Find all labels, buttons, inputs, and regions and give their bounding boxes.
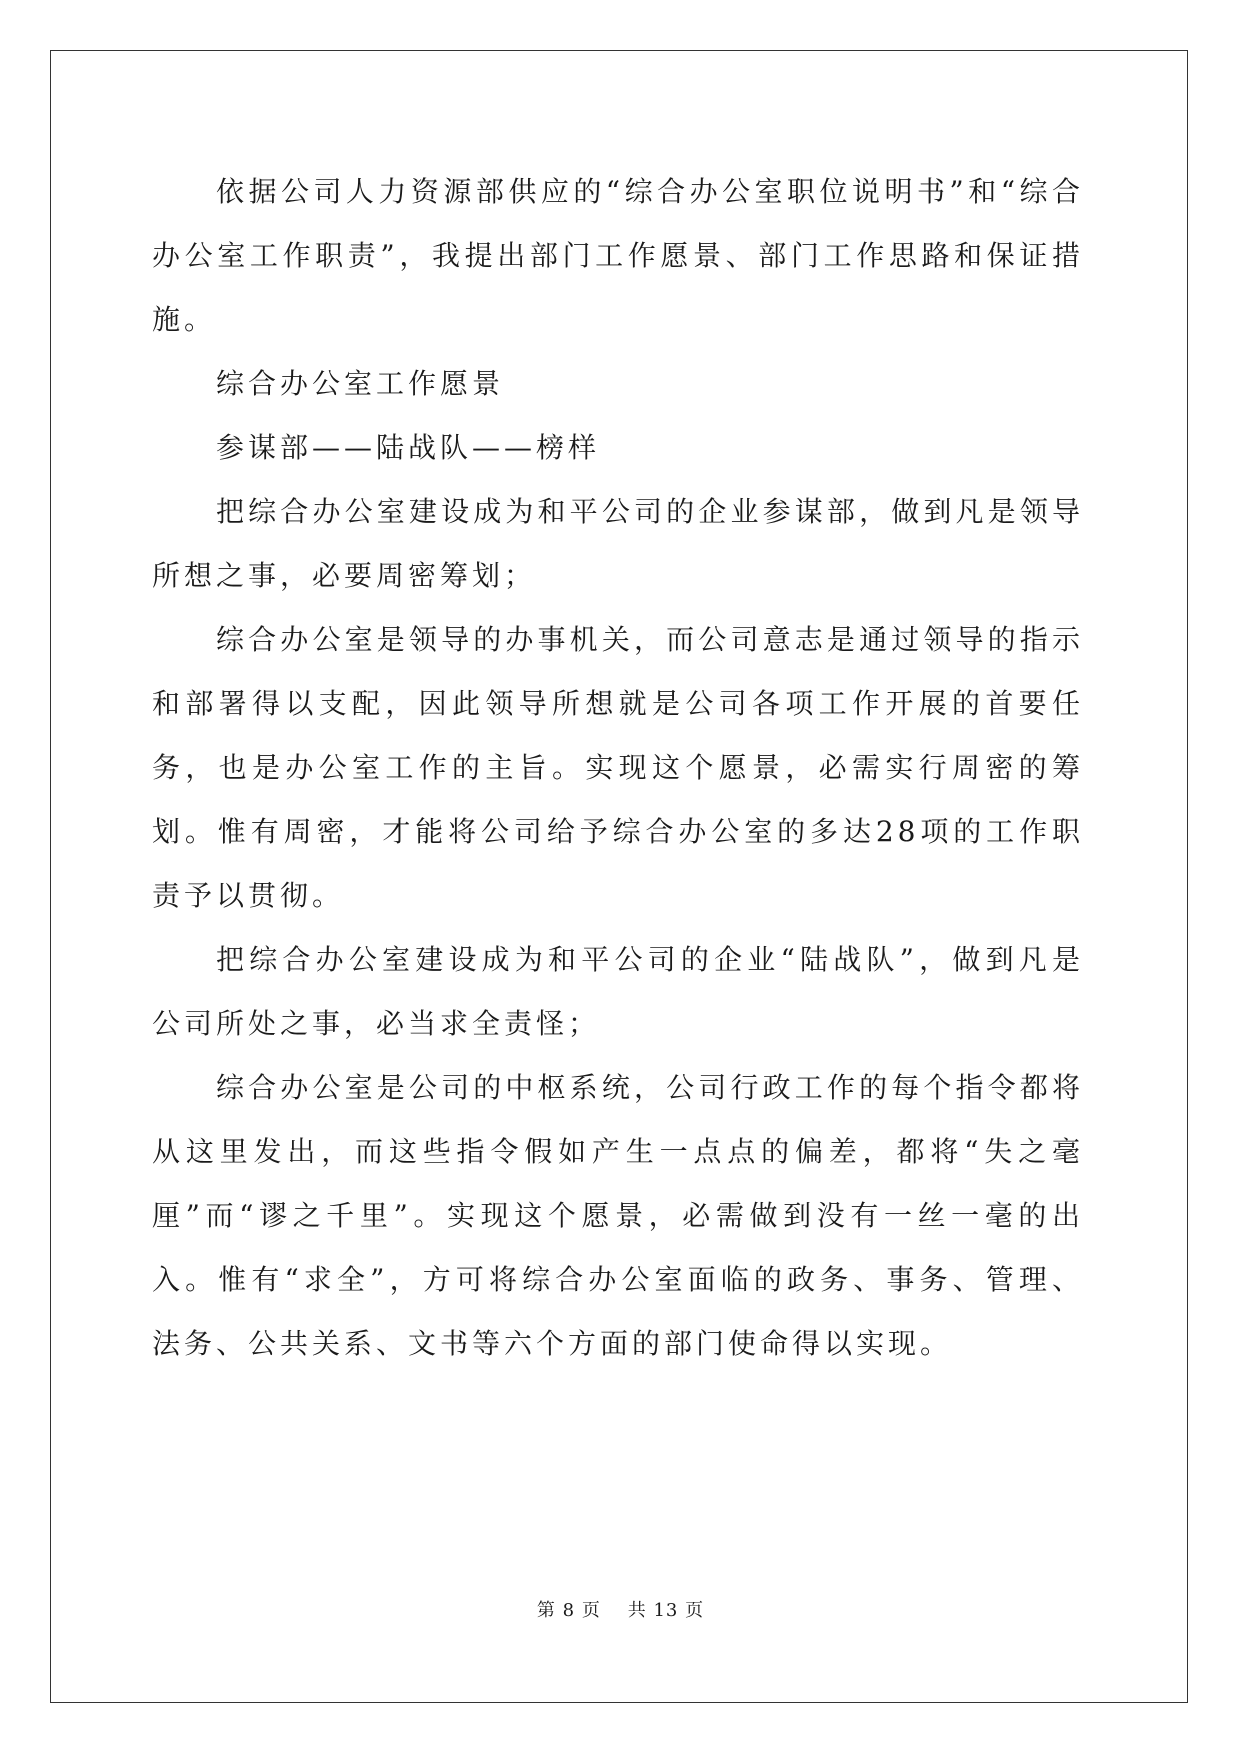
paragraph: 依据公司人力资源部供应的“综合办公室职位说明书”和“综合办公室工作职责”，我提出部门工作愿景、部门工作思路和保证措施。 [152, 175, 1084, 336]
paragraph: 综合办公室是领导的办事机关，而公司意志是通过领导的指示和部署得以支配，因此领导所想就是公司各项工作开展的首要任务，也是办公室工作的主旨。实现这个愿景，必需实行周密的筹划。惟有周密，才能将公司给予综合办公室的多达28项的工作职责予以贯彻。 [152, 623, 1084, 912]
document-body [152, 160, 1084, 1376]
paragraph: 综合办公室是公司的中枢系统，公司行政工作的每个指令都将从这里发出，而这些指令假如产生一点点的偏差，都将“失之毫厘”而“谬之千里”。实现这个愿景，必需做到没有一丝一毫的出入。惟有“求全”，方可将综合办公室面临的政务、事务、管理、法务、公共关系、文书等六个方面的部门使命得以实现。 [152, 1071, 1084, 1360]
page-number: 第 8 页 [536, 1600, 601, 1621]
section-heading: 综合办公室工作愿景 [216, 367, 505, 400]
paragraph: 把综合办公室建设成为和平公司的企业“陆战队”，做到凡是公司所处之事，必当求全责怪； [152, 943, 1084, 1040]
paragraph: 把综合办公室建设成为和平公司的企业参谋部，做到凡是领导所想之事，必要周密筹划； [152, 495, 1084, 592]
page-footer [0, 1596, 1241, 1622]
page-total: 共 13 页 [627, 1600, 705, 1621]
section-subheading: 参谋部——陆战队——榜样 [216, 431, 601, 464]
